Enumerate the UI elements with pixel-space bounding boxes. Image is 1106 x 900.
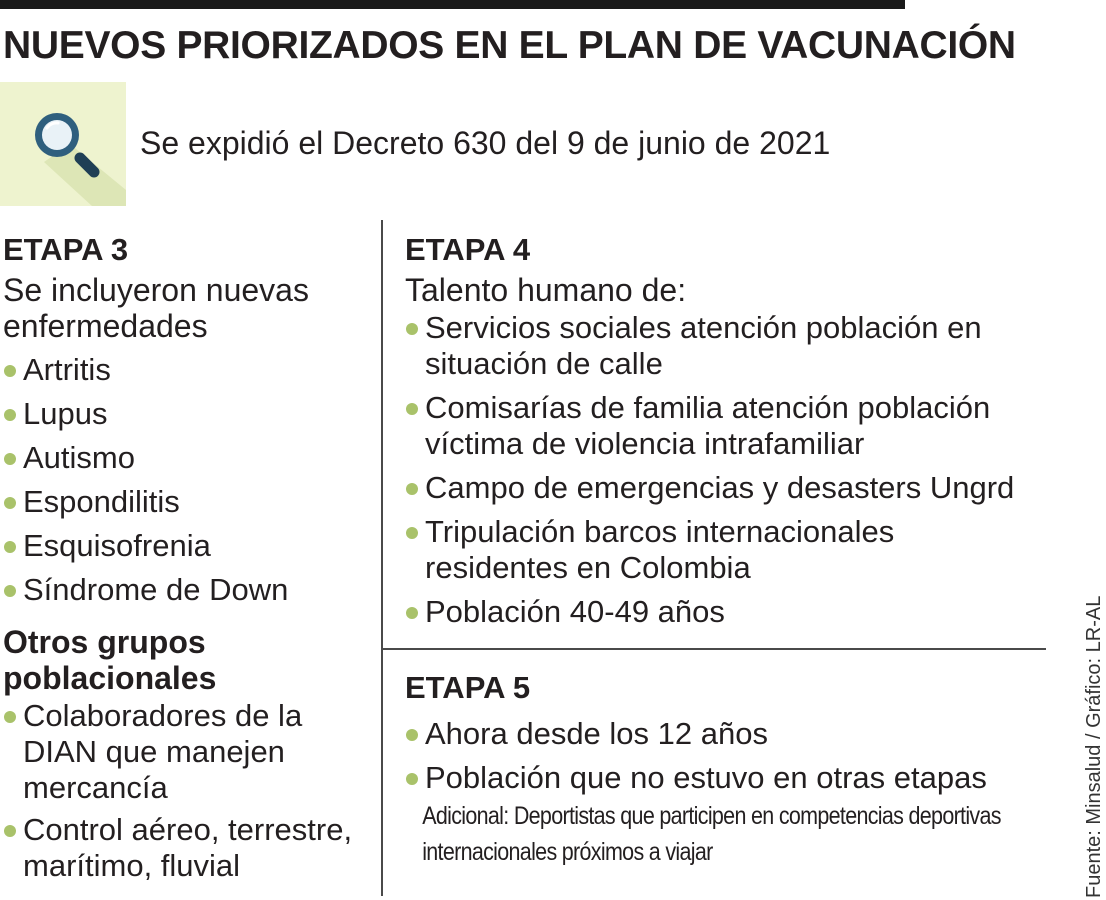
bullet-icon bbox=[4, 453, 16, 465]
etapa4-list bbox=[405, 310, 1035, 630]
list-item: Ahora desde los 12 años bbox=[405, 716, 1035, 752]
list-item: Tripulación barcos internacionales residentes en Colombia bbox=[405, 514, 1035, 586]
list-item: Población que no estuvo en otras etapas bbox=[405, 760, 1035, 796]
list-item: Colaboradores de la DIAN que manejen mercancía bbox=[3, 698, 375, 806]
column-divider bbox=[381, 220, 383, 896]
bullet-icon bbox=[4, 541, 16, 553]
bullet-icon bbox=[406, 403, 418, 415]
list-item: Esquisofrenia bbox=[3, 528, 375, 564]
otros-grupos-list bbox=[3, 698, 375, 884]
bullet-icon bbox=[406, 323, 418, 335]
list-item: Artritis bbox=[3, 352, 375, 388]
list-item: Servicios sociales atención población en situación de calle bbox=[405, 310, 1035, 382]
etapa5-note: Adicional: Deportistas que participen en competencias deportivas internacionales próximos a viajar bbox=[422, 802, 1001, 866]
bullet-icon bbox=[406, 527, 418, 539]
bullet-icon bbox=[4, 585, 16, 597]
etapa3-section bbox=[3, 230, 375, 884]
bullet-icon bbox=[4, 711, 16, 723]
otros-grupos-heading: Otros grupos poblacionales bbox=[3, 624, 217, 696]
list-item: Autismo bbox=[3, 440, 375, 476]
etapa3-heading: Se incluyeron nuevas enfermedades bbox=[3, 272, 309, 344]
list-item: Población 40-49 años bbox=[405, 594, 1035, 630]
search-icon bbox=[0, 82, 126, 206]
list-item: Síndrome de Down bbox=[3, 572, 375, 608]
list-item: Comisarías de familia atención población víctima de violencia intrafamiliar bbox=[405, 390, 1035, 462]
etapa5-label: ETAPA 5 bbox=[405, 670, 531, 705]
etapa5-list bbox=[405, 716, 1035, 796]
list-item: Espondilitis bbox=[3, 484, 375, 520]
top-rule bbox=[0, 0, 905, 9]
etapa5-section bbox=[405, 668, 1035, 870]
bullet-icon bbox=[406, 483, 418, 495]
decree-text: Se expidió el Decreto 630 del 9 de junio de 2021 bbox=[140, 125, 831, 161]
etapa4-heading: Talento humano de: bbox=[405, 272, 687, 308]
bullet-icon bbox=[4, 365, 16, 377]
etapa3-disease-list bbox=[3, 352, 375, 608]
bullet-icon bbox=[4, 497, 16, 509]
list-item: Control aéreo, terrestre, marítimo, fluvial bbox=[3, 812, 375, 884]
row-divider bbox=[382, 648, 1046, 650]
bullet-icon bbox=[406, 607, 418, 619]
list-item: Lupus bbox=[3, 396, 375, 432]
source-credit: Fuente: Minsalud / Gráfico: LR-AL bbox=[1083, 595, 1105, 898]
etapa4-section bbox=[405, 230, 1035, 630]
etapa3-label: ETAPA 3 bbox=[3, 232, 129, 267]
bullet-icon bbox=[406, 729, 418, 741]
etapa4-label: ETAPA 4 bbox=[405, 232, 531, 267]
bullet-icon bbox=[4, 409, 16, 421]
page-title: NUEVOS PRIORIZADOS EN EL PLAN DE VACUNACIÓN bbox=[3, 24, 1016, 67]
bullet-icon bbox=[406, 773, 418, 785]
list-item: Campo de emergencias y desasters Ungrd bbox=[405, 470, 1035, 506]
bullet-icon bbox=[4, 825, 16, 837]
